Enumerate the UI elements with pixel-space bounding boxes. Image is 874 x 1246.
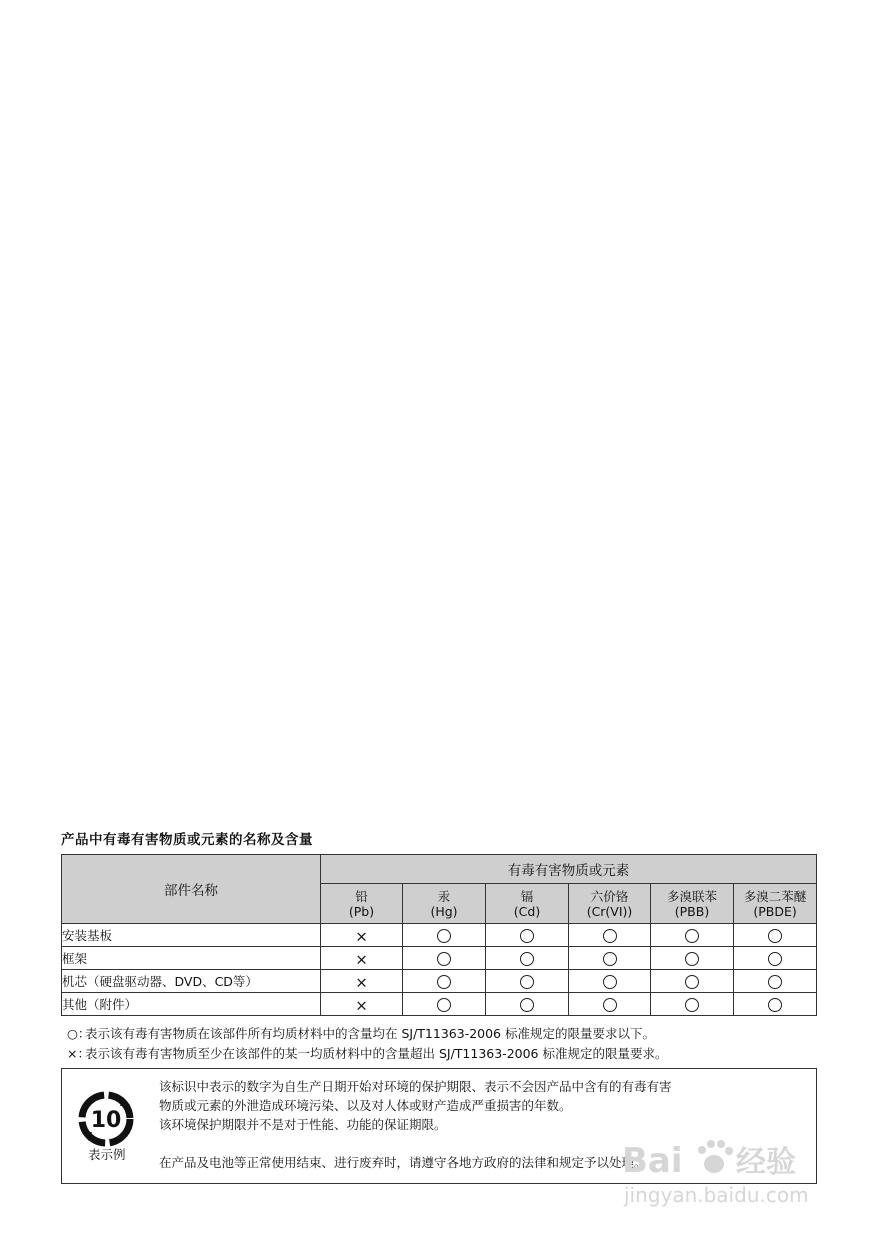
cross-mark — [321, 970, 403, 993]
label-line: 该环境保护期限并不是对于性能、功能的保证期限。 — [159, 1117, 447, 1132]
note-cross — [67, 1044, 668, 1062]
circle-mark — [651, 993, 734, 1016]
cross-icon: × — [355, 950, 368, 968]
note-cross-text: 表示该有毒有害物质至少在该部件的某一均质材料中的含量超出 SJ/T11363-2006 标准规定的限量要求。 — [84, 1046, 668, 1061]
substance-name: 多溴联苯 — [666, 888, 717, 904]
cross-mark — [321, 924, 403, 947]
paw-icon — [698, 1140, 733, 1173]
circle-mark — [651, 970, 734, 993]
disposal-line: 在产品及电池等正常使用结束、进行废弃时，请遵守各地方政府的法律和规定予以处理。 — [159, 1155, 647, 1170]
watermark-brand: Bai — [622, 1141, 683, 1181]
logo-caption: 表示例 — [88, 1147, 126, 1162]
circle-icon — [685, 929, 699, 943]
circle-mark — [403, 970, 486, 993]
substance-name: 镉 — [520, 888, 534, 904]
cross-icon: × — [355, 996, 368, 1014]
label-line: 该标识中表示的数字为自生产日期开始对环境的保护期限、表示不会因产品中含有的有毒有害 — [159, 1079, 672, 1094]
substance-name: 多溴二苯醚 — [743, 888, 807, 904]
circle-mark — [651, 947, 734, 970]
substance-header — [651, 884, 734, 924]
circle-mark — [486, 947, 569, 970]
note-circle-text: 表示该有毒有害物质在该部件所有均质材料中的含量均在 SJ/T11363-2006 标准规定的限量要求以下。 — [84, 1026, 655, 1041]
circle-mark — [734, 924, 817, 947]
substance-symbol: (Pb) — [348, 903, 375, 919]
substance-symbol: (Cr(VI)) — [586, 903, 633, 919]
recycle-10-logo-icon — [76, 1089, 136, 1149]
page-title: 产品中有毒有害物质或元素的名称及含量 — [61, 832, 313, 848]
circle-icon — [603, 975, 617, 989]
substance-symbol: (Hg) — [430, 903, 458, 919]
cross-symbol: ×： — [67, 1046, 90, 1061]
substance-symbol: (Cd) — [513, 903, 541, 919]
cross-icon: × — [355, 973, 368, 991]
substance-header — [403, 884, 486, 924]
circle-mark — [734, 947, 817, 970]
logo-number: 10 — [90, 1108, 122, 1133]
part-name: 安装基板 — [62, 924, 321, 947]
circle-icon — [768, 929, 782, 943]
substance-symbol: (PBDE) — [753, 903, 797, 919]
note-circle — [67, 1024, 655, 1042]
watermark-url: jingyan.baidu.com — [624, 1183, 809, 1207]
circle-mark — [651, 924, 734, 947]
circle-mark — [486, 970, 569, 993]
circle-icon — [603, 929, 617, 943]
substance-name: 汞 — [437, 888, 451, 904]
part-name: 框架 — [62, 947, 321, 970]
table-body — [62, 924, 817, 1016]
circle-icon — [437, 929, 451, 943]
circle-icon — [603, 952, 617, 966]
circle-icon — [603, 998, 617, 1012]
table-row — [62, 924, 817, 947]
substance-header — [734, 884, 817, 924]
circle-icon — [685, 998, 699, 1012]
circle-mark — [486, 924, 569, 947]
cross-icon: × — [355, 927, 368, 945]
cross-mark — [321, 947, 403, 970]
baidu-watermark — [618, 1130, 818, 1210]
substance-group-header: 有毒有害物质或元素 — [321, 855, 817, 884]
circle-mark — [569, 947, 651, 970]
substance-symbol: (PBB) — [674, 903, 710, 919]
circle-mark — [734, 993, 817, 1016]
circle-icon — [437, 975, 451, 989]
circle-mark — [569, 924, 651, 947]
circle-icon — [520, 998, 534, 1012]
circle-mark — [403, 924, 486, 947]
cross-mark — [321, 993, 403, 1016]
label-description — [159, 1077, 672, 1172]
circle-icon — [685, 975, 699, 989]
circle-icon — [520, 952, 534, 966]
circle-mark — [569, 970, 651, 993]
circle-mark — [734, 970, 817, 993]
circle-icon — [520, 975, 534, 989]
circle-icon — [768, 952, 782, 966]
circle-icon — [768, 975, 782, 989]
circle-mark — [486, 993, 569, 1016]
table-row — [62, 993, 817, 1016]
circle-icon — [768, 998, 782, 1012]
table-row — [62, 970, 817, 993]
watermark-brand-suffix: 经验 — [736, 1145, 796, 1180]
circle-icon — [520, 929, 534, 943]
circle-icon — [685, 952, 699, 966]
substance-header — [321, 884, 403, 924]
circle-mark — [403, 947, 486, 970]
substance-table — [61, 854, 817, 1016]
circle-icon — [437, 952, 451, 966]
circle-mark — [569, 993, 651, 1016]
substance-name: 六价铬 — [590, 888, 629, 904]
part-name: 其他（附件） — [62, 993, 321, 1016]
substance-name: 铅 — [355, 888, 368, 904]
circle-symbol: ○： — [67, 1026, 91, 1041]
circle-icon — [437, 998, 451, 1012]
substance-header — [486, 884, 569, 924]
circle-mark — [403, 993, 486, 1016]
part-name-header: 部件名称 — [62, 855, 321, 924]
substance-header — [569, 884, 651, 924]
table-row — [62, 947, 817, 970]
part-name: 机芯（硬盘驱动器、DVD、CD等） — [62, 970, 321, 993]
label-line: 物质或元素的外泄造成环境污染、以及对人体或财产造成严重损害的年数。 — [159, 1098, 572, 1113]
